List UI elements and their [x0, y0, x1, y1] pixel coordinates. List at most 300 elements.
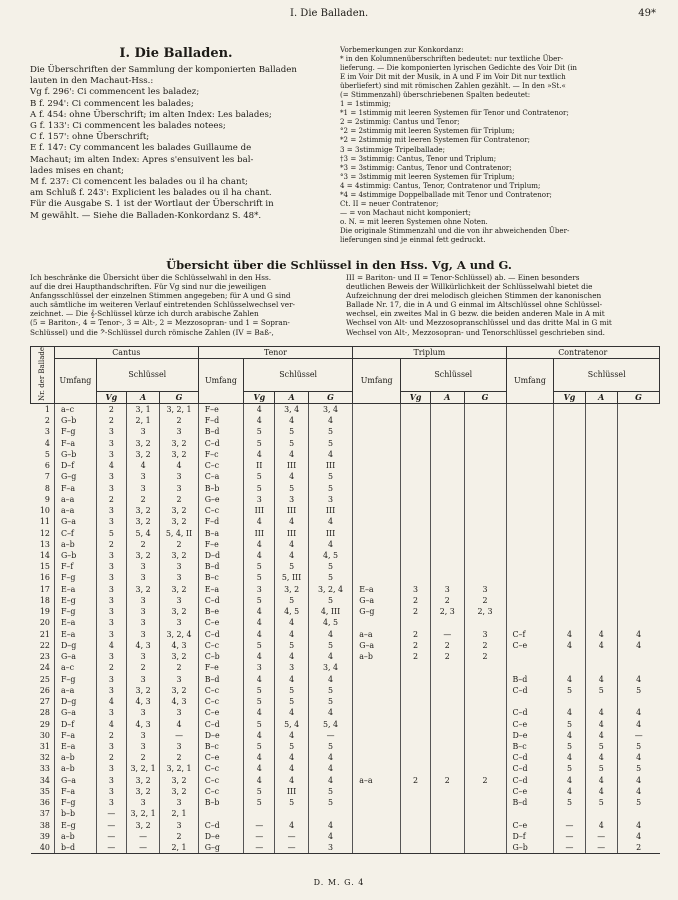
clef-cell: 3 — [126, 629, 160, 640]
clef-cell: 4 — [244, 752, 275, 763]
umfang-cell — [353, 741, 401, 752]
clef-cell — [431, 438, 465, 449]
clef-cell — [244, 808, 275, 819]
clef-cell — [431, 696, 465, 707]
ballade-number: 21 — [39, 629, 50, 639]
clef-cell — [585, 494, 617, 505]
umfang-cell: B–c — [198, 741, 244, 752]
clef-cell: 4 — [275, 775, 309, 786]
umfang-cell — [506, 595, 554, 606]
clef-cell — [431, 483, 465, 494]
umfang-cell: C–e — [506, 820, 554, 831]
clef-cell — [464, 617, 506, 628]
clef-cell: 5 — [275, 696, 309, 707]
clef-cell: 2 — [96, 494, 126, 505]
clef-cell: 3 — [126, 730, 160, 741]
umfang-cell: G–b — [506, 842, 554, 854]
table-row — [31, 572, 660, 583]
umfang-cell — [353, 617, 401, 628]
clef-cell: 4 — [244, 415, 275, 426]
clef-cell — [554, 494, 585, 505]
clef-cell: 4 — [617, 820, 659, 831]
clef-cell: 2 — [160, 415, 198, 426]
clef-cell: 4 — [244, 516, 275, 527]
clef-cell — [464, 696, 506, 707]
table-row — [31, 494, 660, 505]
clef-cell: 5 — [244, 640, 275, 651]
clef-cell: 3 — [96, 595, 126, 606]
umfang-cell: F–c — [198, 449, 244, 460]
table-row — [31, 831, 660, 842]
clef-cell: 2 — [464, 651, 506, 662]
clef-cell: 5 — [244, 438, 275, 449]
sub-g: G — [464, 391, 506, 403]
umfang-cell: F–d — [198, 415, 244, 426]
schluessel-header: Schlüssel — [554, 359, 660, 392]
umfang-cell: G–g — [353, 606, 401, 617]
ballade-number: 23 — [39, 652, 50, 662]
clef-cell — [431, 662, 465, 673]
clef-cell: 3, 2 — [160, 685, 198, 696]
clef-cell: 4 — [585, 786, 617, 797]
clef-cell: 3, 2 — [126, 820, 160, 831]
note-line: 4 = 4stimmig: Cantus, Tenor, Contratenor und Triplum; — [340, 180, 541, 190]
clef-cell: 5, 4 — [275, 719, 309, 730]
clef-cell: 3 — [275, 662, 309, 673]
umfang-cell — [353, 662, 401, 673]
clef-cell: — — [554, 820, 585, 831]
umfang-cell: a–a — [54, 685, 96, 696]
clef-cell — [401, 685, 431, 696]
umfang-cell — [506, 606, 554, 617]
clef-cell: — — [617, 730, 659, 741]
clef-cell — [464, 786, 506, 797]
clef-cell — [401, 741, 431, 752]
umfang-cell: C–c — [198, 685, 244, 696]
intro-line: zeichnet. — Die 𝄞-Schlüssel kürze ich durch arabische Zahlen — [30, 309, 259, 319]
clef-cell — [401, 674, 431, 685]
umfang-cell — [506, 808, 554, 819]
clef-cell: 3, 2 — [126, 685, 160, 696]
clef-cell — [585, 539, 617, 550]
clef-cell: 5 — [617, 763, 659, 774]
clef-cell: 3 — [96, 483, 126, 494]
clef-cell: 2, 3 — [464, 606, 506, 617]
clef-cell — [464, 460, 506, 471]
clef-cell — [401, 617, 431, 628]
note-line: °2 = 2stimmig mit leeren Systemen für Triplum; — [340, 126, 515, 136]
clef-cell: 4 — [308, 629, 352, 640]
clef-cell — [554, 426, 585, 437]
umfang-cell: C–d — [198, 438, 244, 449]
ballade-number: 37 — [39, 809, 50, 819]
clef-cell: 4 — [275, 820, 309, 831]
clef-cell — [585, 606, 617, 617]
clef-cell: III — [244, 528, 275, 539]
table-row — [31, 606, 660, 617]
clef-cell — [401, 505, 431, 516]
clef-cell: 4 — [275, 674, 309, 685]
clef-cell — [464, 752, 506, 763]
clef-cell: 5 — [308, 685, 352, 696]
umfang-cell: G–e — [198, 494, 244, 505]
intro-line: (5 = Bariton-, 4 = Tenor-, 3 = Alt-, 2 = Mezzosopran- und 1 = Sopran- — [30, 318, 290, 328]
umfang-cell — [353, 685, 401, 696]
clef-cell: 4 — [617, 640, 659, 651]
umfang-cell — [506, 539, 554, 550]
clef-cell: 4 — [617, 707, 659, 718]
umfang-cell: a–b — [54, 831, 96, 842]
text-line: M gewählt. — Siehe die Balladen-Konkordanz S. 48*. — [30, 210, 262, 221]
clef-cell: 5 — [554, 797, 585, 808]
table-row — [31, 483, 660, 494]
umfang-cell: G–a — [54, 651, 96, 662]
clef-cell: 3 — [401, 584, 431, 595]
clef-cell: 5, 4, II — [160, 528, 198, 539]
clef-cell: 5 — [308, 483, 352, 494]
clef-cell: 2 — [126, 494, 160, 505]
clef-cell — [585, 572, 617, 583]
ballade-number: 28 — [39, 708, 50, 718]
clef-cell: 4 — [160, 460, 198, 471]
ballade-number: 7 — [44, 472, 50, 482]
clef-cell: 3 — [244, 494, 275, 505]
table-row — [31, 775, 660, 786]
intro-line: wechsel, ein zweites Mal in G bezw. die beiden anderen Male in A mit — [346, 309, 605, 319]
umfang-cell: F–a — [54, 786, 96, 797]
umfang-cell: D–g — [54, 696, 96, 707]
clef-cell — [401, 483, 431, 494]
umfang-cell — [506, 403, 554, 415]
table-row — [31, 752, 660, 763]
clef-cell: 4 — [244, 449, 275, 460]
clef-cell — [464, 494, 506, 505]
clef-cell — [617, 516, 659, 527]
umfang-cell — [353, 483, 401, 494]
note-line: *4 = 4stimmige Doppelballade mit Tenor und Contratenor; — [340, 189, 552, 199]
ballade-number: 9 — [44, 494, 50, 504]
group-triplum: Triplum — [353, 347, 506, 359]
clef-cell: 4, 3 — [126, 640, 160, 651]
umfang-cell: F–e — [198, 403, 244, 415]
clef-cell: 3 — [126, 471, 160, 482]
clef-cell: III — [308, 505, 352, 516]
umfang-cell — [353, 403, 401, 415]
umfang-cell: C–d — [198, 595, 244, 606]
umfang-cell: E–g — [54, 820, 96, 831]
clef-cell: 5 — [275, 797, 309, 808]
clef-cell — [585, 550, 617, 561]
clef-cell: 4 — [585, 820, 617, 831]
clef-cell: 5 — [244, 696, 275, 707]
clef-cell — [464, 426, 506, 437]
clef-cell: 4 — [244, 629, 275, 640]
clef-cell: 4 — [308, 539, 352, 550]
text-line: M f. 237: Ci comencent les balades ou il ha chant; — [30, 177, 248, 188]
clef-cell — [401, 719, 431, 730]
clef-cell: 4 — [275, 763, 309, 774]
umfang-cell: F–g — [54, 426, 96, 437]
umfang-cell — [353, 539, 401, 550]
clef-cell: 2 — [126, 539, 160, 550]
clef-cell — [401, 460, 431, 471]
clef-cell: 5 — [275, 426, 309, 437]
sub-vg: Vg — [96, 391, 126, 403]
clef-table — [30, 346, 660, 854]
clef-cell — [617, 460, 659, 471]
clef-cell — [431, 460, 465, 471]
clef-cell — [554, 505, 585, 516]
clef-cell: 3 — [244, 662, 275, 673]
clef-cell: 3 — [96, 505, 126, 516]
clef-cell: — — [96, 820, 126, 831]
clef-cell: 4, 3 — [126, 719, 160, 730]
clef-cell — [585, 595, 617, 606]
umfang-cell: D–g — [54, 640, 96, 651]
intro-line: Aufzeichnung der drei melodisch gleichen Stimmen der kanonischen — [346, 291, 602, 301]
ballade-number: 4 — [44, 438, 50, 448]
clef-cell — [554, 471, 585, 482]
ballade-number: 1 — [44, 404, 50, 414]
clef-cell — [401, 786, 431, 797]
umfang-cell: F–g — [54, 797, 96, 808]
umfang-cell: E–g — [54, 595, 96, 606]
clef-cell: III — [308, 528, 352, 539]
clef-cell — [464, 797, 506, 808]
clef-cell: — — [244, 831, 275, 842]
clef-cell: 4 — [96, 696, 126, 707]
table-row — [31, 438, 660, 449]
konkordanz-notes — [340, 45, 660, 244]
note-line: überliefert) sind mit römischen Zahlen gezählt. — In den »St.« — [340, 81, 566, 91]
clef-cell — [617, 403, 659, 415]
clef-cell: 3, 2 — [160, 775, 198, 786]
nr-header: Nr. der Ballade — [38, 347, 47, 401]
umfang-cell — [506, 460, 554, 471]
note-line: 1 = 1stimmig; — [340, 99, 391, 109]
clef-cell: — — [308, 730, 352, 741]
clef-cell — [401, 494, 431, 505]
intro-left — [30, 273, 330, 337]
clef-cell: 3 — [160, 741, 198, 752]
clef-cell — [617, 584, 659, 595]
clef-cell — [431, 550, 465, 561]
clef-cell: 5 — [275, 483, 309, 494]
clef-cell — [431, 685, 465, 696]
clef-cell: 3 — [96, 685, 126, 696]
clef-cell — [585, 584, 617, 595]
clef-cell: 3 — [96, 471, 126, 482]
balladen-section — [30, 46, 322, 222]
clef-cell — [617, 808, 659, 819]
note-line: (= Stimmenzahl) überschriebenen Spalten bedeutet: — [340, 90, 531, 100]
clef-cell: 3 — [96, 516, 126, 527]
clef-cell: 3, 2, 1 — [126, 808, 160, 819]
table-row — [31, 842, 660, 854]
clef-cell: 2 — [401, 775, 431, 786]
clef-cell — [554, 528, 585, 539]
sub-a: A — [585, 391, 617, 403]
clef-cell — [554, 584, 585, 595]
clef-cell — [431, 719, 465, 730]
ballade-number: 2 — [44, 416, 50, 426]
ballade-number: 33 — [39, 764, 50, 774]
clef-cell: 4 — [96, 719, 126, 730]
clef-cell: 4 — [308, 763, 352, 774]
clef-cell: 3 — [96, 629, 126, 640]
clef-cell: 3, 1 — [126, 403, 160, 415]
ballade-number: 17 — [39, 584, 50, 594]
clef-cell: 4 — [308, 449, 352, 460]
clef-cell — [585, 449, 617, 460]
clef-cell: 4 — [585, 707, 617, 718]
clef-cell: 5 — [554, 763, 585, 774]
umfang-cell — [506, 696, 554, 707]
umfang-cell — [353, 528, 401, 539]
umfang-cell: C–c — [198, 505, 244, 516]
text-line: Machaut; im alten Index: Apres s'ensuivent les bal- — [30, 154, 254, 165]
umfang-cell — [353, 730, 401, 741]
clef-cell: — — [96, 842, 126, 854]
table-row — [31, 651, 660, 662]
clef-cell: 3 — [308, 842, 352, 854]
clef-cell — [554, 572, 585, 583]
clef-cell — [585, 617, 617, 628]
clef-cell: 3 — [126, 426, 160, 437]
clef-cell — [431, 786, 465, 797]
umfang-cell — [506, 561, 554, 572]
clef-cell — [431, 426, 465, 437]
clef-cell — [401, 808, 431, 819]
clef-cell — [401, 516, 431, 527]
umfang-cell: G–a — [54, 775, 96, 786]
clef-cell — [585, 426, 617, 437]
note-line: o. N. = mit leeren Systemen ohne Noten. — [340, 216, 488, 226]
clef-cell — [401, 752, 431, 763]
umfang-cell: B–c — [198, 572, 244, 583]
clef-cell: 4 — [275, 617, 309, 628]
umfang-cell — [353, 831, 401, 842]
ballade-number: 6 — [44, 461, 50, 471]
clef-cell: 2, 1 — [126, 415, 160, 426]
clef-cell: 4 — [617, 786, 659, 797]
clef-cell — [431, 572, 465, 583]
clef-cell — [431, 561, 465, 572]
ballade-number: 27 — [39, 697, 50, 707]
section-body — [30, 65, 322, 222]
clef-cell — [617, 449, 659, 460]
clef-cell: 3 — [126, 483, 160, 494]
clef-cell — [617, 494, 659, 505]
clef-cell — [431, 752, 465, 763]
clef-cell — [401, 539, 431, 550]
clef-cell — [617, 550, 659, 561]
footer-signature: D. M. G. 4 — [313, 878, 365, 887]
clef-cell: 2 — [160, 831, 198, 842]
clef-cell — [554, 651, 585, 662]
clef-cell — [617, 483, 659, 494]
table-row — [31, 550, 660, 561]
clef-cell: — — [96, 808, 126, 819]
clef-cell: 3, 2 — [126, 786, 160, 797]
clef-cell: 4 — [585, 674, 617, 685]
clef-cell: — — [126, 842, 160, 854]
clef-cell: 3 — [160, 595, 198, 606]
umfang-cell: a–a — [54, 505, 96, 516]
umfang-cell: C–f — [506, 629, 554, 640]
sub-g: G — [160, 391, 198, 403]
umfang-cell: D–f — [54, 719, 96, 730]
text-line: B f. 294': Ci commencent les balades; — [30, 98, 194, 109]
clef-cell — [617, 561, 659, 572]
table-row — [31, 561, 660, 572]
clef-cell: 2 — [431, 775, 465, 786]
clef-cell — [275, 808, 309, 819]
clef-cell — [464, 763, 506, 774]
clef-cell: — — [96, 831, 126, 842]
clef-cell: 4 — [554, 752, 585, 763]
note-line: 3 = 3stimmige Tripelballade; — [340, 144, 446, 154]
umfang-cell: b–d — [54, 842, 96, 854]
intro-line: III = Bariton- und II = Tenor-Schlüssel) ab. — Einen besonders — [346, 273, 580, 282]
umfang-cell — [353, 426, 401, 437]
umfang-cell: E–a — [54, 629, 96, 640]
clef-cell: 3, 2 — [160, 505, 198, 516]
note-line: *1 = 1stimmig mit leeren Systemen für Tenor und Contratenor; — [340, 108, 569, 118]
clef-cell: 4 — [244, 539, 275, 550]
ballade-number: 10 — [39, 506, 50, 516]
clef-cell: 4 — [617, 629, 659, 640]
clef-cell — [617, 505, 659, 516]
clef-cell: 5 — [244, 561, 275, 572]
umfang-cell: B–d — [198, 426, 244, 437]
clef-cell — [464, 516, 506, 527]
umfang-cell: C–e — [506, 719, 554, 730]
clef-cell: 3 — [96, 438, 126, 449]
umfang-cell: D–e — [198, 831, 244, 842]
umfang-cell — [353, 674, 401, 685]
clef-cell — [617, 426, 659, 437]
clef-cell: 4 — [554, 674, 585, 685]
clef-cell: 2 — [160, 662, 198, 673]
table-row — [31, 797, 660, 808]
clef-cell: 4 — [275, 707, 309, 718]
clef-cell: 3 — [160, 674, 198, 685]
table-row — [31, 719, 660, 730]
clef-cell — [464, 808, 506, 819]
ballade-number: 16 — [39, 573, 50, 583]
clef-cell — [464, 438, 506, 449]
clef-cell: 3, 2, 4 — [160, 629, 198, 640]
clef-cell: 2, 1 — [160, 808, 198, 819]
clef-cell — [464, 550, 506, 561]
clef-cell: 5 — [308, 640, 352, 651]
sub-vg: Vg — [401, 391, 431, 403]
umfang-cell — [353, 763, 401, 774]
umfang-cell: G–a — [353, 640, 401, 651]
clef-cell: 5 — [96, 528, 126, 539]
umfang-cell: a–b — [353, 651, 401, 662]
clef-cell: — — [126, 831, 160, 842]
clef-cell: 3 — [160, 707, 198, 718]
text-line: lauten in den Machaut-Hss.: — [30, 76, 154, 87]
clef-cell — [401, 449, 431, 460]
clef-cell: 5 — [275, 741, 309, 752]
clef-cell — [464, 741, 506, 752]
clef-cell: 4 — [244, 707, 275, 718]
ballade-number: 20 — [39, 618, 50, 628]
clef-cell: 2 — [431, 595, 465, 606]
